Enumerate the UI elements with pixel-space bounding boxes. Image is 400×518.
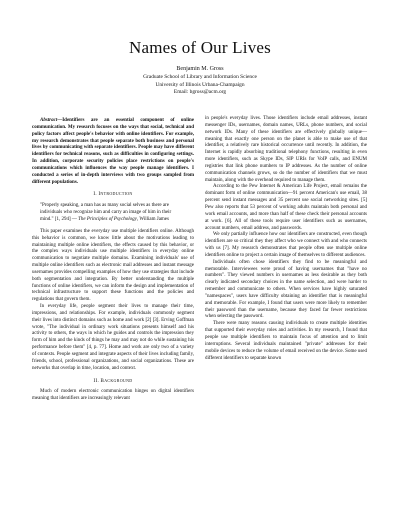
body-paragraph: We only partially influence how our identifiers are constructed, even though identifiers are so critical they they affect who we connect with and who connects with us [7]. My research demonstrates that people often use multiple online identifiers online to project a certain image of themselves to different audiences.	[205, 232, 367, 258]
affiliation-line-2: University of Illinois Urbana-Champaign	[155, 81, 245, 88]
body-paragraph: This paper examines the everyday use multiple identifiers online. Although this behavior is common, we know little about the motivations leading to maintaining multiple online identifiers, the effects caused by this behavior, or the complex ways individuals use multiple identifiers in everyday online communication to negotiate multiple domains. Examining individuals' use of multiple online identifiers such as electronic mail addresses and instant message usernames provides compelling examples of how they use strategies that include both segmentation and integration. By better understanding the multiple functions of online identifiers, we can inform the design and implementation of technical infrastructure to support these functions and the policies and regulations that govern them.	[32, 228, 194, 303]
quote-source: The Principles of Psychology	[78, 216, 137, 222]
body-paragraph: There were many reasons causing individuals to create multiple identities that supported their everyday roles and activities. In my research, I found that people use multiple identifiers to maintain focus of attention and to limit interruptions. Several individuals maintained "private" addresses for their mobile devices to reduce the volume of email received on the device. Some used different identifiers to separate known	[205, 321, 367, 361]
author-block	[0, 66, 400, 97]
abstract-label: Abstract	[40, 118, 58, 123]
quote-text: "Properly speaking, a man has as many social selves as there are individuals who recognize him and carry an image of him in their mind." [1, 294] —	[40, 203, 172, 222]
section-heading-introduction: I. Introduction	[93, 192, 133, 198]
epigraph-quote	[40, 203, 186, 224]
left-column	[32, 118, 194, 403]
author-email: Email: bgross@acm.org	[173, 89, 227, 96]
affiliation-line-1: Graduate School of Library and Information Science	[143, 74, 257, 81]
abstract	[32, 118, 194, 186]
abstract-text: —Identifiers are an essential component of online communication. My research focuses on the ways that social, technical and policy factors affect people's behavior with online identifiers. For example, my research demonstrates that people separate both business and personal lives by communicating with separate identifiers. People may have different identifiers for technical reasons, such as difficulties in configuring settings. In addition, corporate security policies place restrictions on people's communications which influences the way people manage identifiers. I conducted a series of in-depth interviews with two groups sampled from different populations.	[32, 118, 194, 185]
author-name: Benjamin M. Gross	[176, 66, 224, 72]
body-paragraph: Individuals often chose identifiers they find to be meaningful and memorable. Interviewees were proud of having usernames that "have no numbers". They viewed numbers in usernames as less desirable as they both clearly indicated secondary choices in the name selection, and were harder to remember and communicate to others. When services have highly saturated "namespaces", users have difficulty obtaining an identifier that is meaningful and memorable. For example, I found that users were more likely to remember their password than the username, because they faced far fewer restrictions when selecting the password.	[205, 259, 367, 320]
body-paragraph: In everyday life, people segment their lives to manage their time, impressions, and relationships. For example, individuals commonly segment their lives into distinct domains such as home and work [2] [3]. Erving Goffman wrote, "The individual in ordinary work situations presents himself and his activity to others, the ways in which he guides and controls the impression they form of him and the kinds of things he may and may not do while sustaining his performance before them" [4, p. 77]. Home and work are only two of a variety of contexts. People segment and integrate aspects of their lives including family, friends, school, professional organizations, and social organizations. These are networks that overlap in time, location, and context.	[32, 304, 194, 371]
body-paragraph: According to the Pew Internet & American Life Project, email remains the dominant form of online communication—91 percent American's use email, 38 percent send instant messages and 35 percent use social networking sites. [5] Pew also reports that 53 percent of working adults maintain both personal and work email accounts, and more than half of these check their personal accounts at work. [6]. All of these tools require user identifiers such as usernames, account numbers, email address, and passwords.	[205, 184, 367, 231]
right-column	[205, 116, 367, 362]
section-heading-background: II. Background	[93, 378, 133, 384]
quote-author: , William James	[136, 216, 169, 222]
paper-title: Names of Our Lives	[129, 38, 271, 57]
body-paragraph: Much of modern electronic communication hinges on digital identifiers meaning that identifiers are increasingly relevant	[32, 389, 194, 402]
body-paragraph: in people's everyday lives. Those identifiers include email addresses, instant messenger IDs, usernames, domain names, URLs, phone numbers, and social network IDs. Many of these identifiers are effectively globally unique—meaning that exactly one person on the planet is able to make use of that identifier, a relatively rare historical occurrence until recently. In addition, the Internet is rapidly absorbing traditional telephony functions, resulting in even more identifiers, such as Skype IDs, SIP URIs for VoIP calls, and ENUM registries that link phone numbers to IP addresses. As the number of online communication channels grows, so do the number of identifiers that we must maintain, along with the overhead required to manage them.	[205, 116, 367, 183]
